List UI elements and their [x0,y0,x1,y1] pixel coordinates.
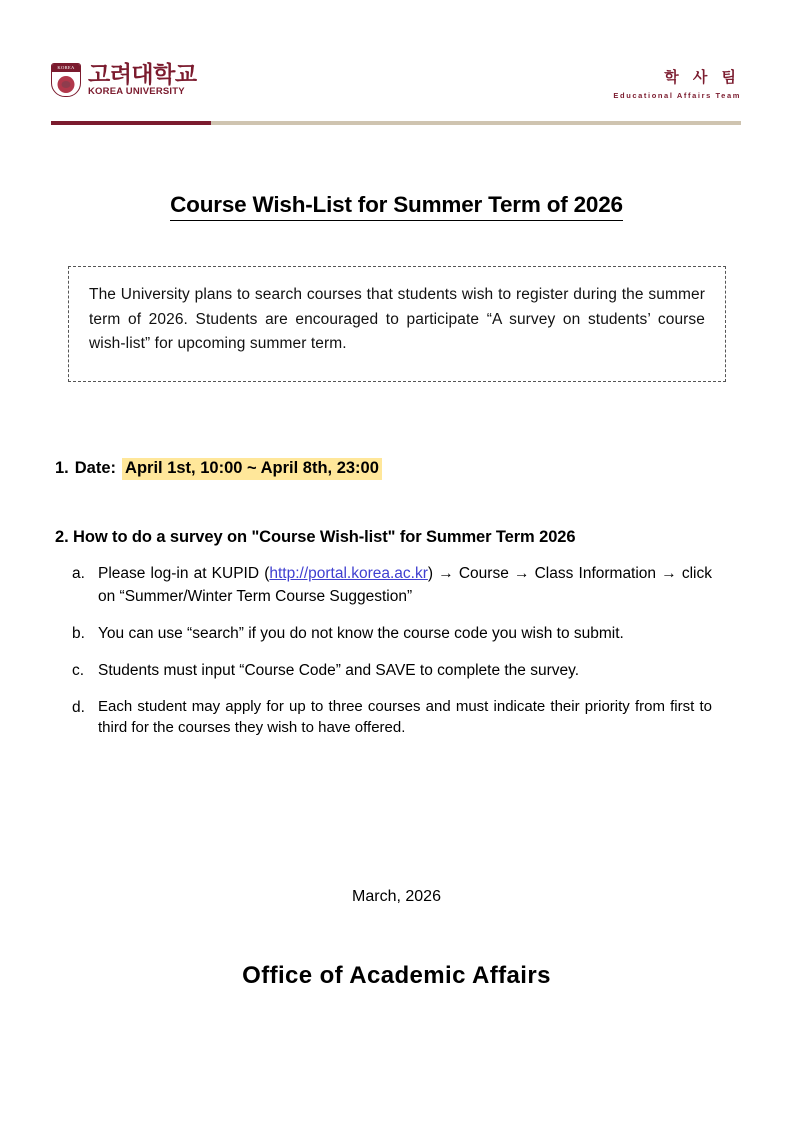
section-date-label: Date: [74,459,117,477]
header-divider-right [211,121,741,125]
letterhead [51,62,741,128]
crest-banner-text: KOREA [52,64,80,72]
list-item-body: Students must input “Course Code” and SAVE to complete the survey. [98,662,580,679]
department-name-en: Educational Affairs Team [613,91,741,100]
university-name-block [88,62,197,98]
howto-steps-list [72,562,712,752]
header-divider-left [51,121,211,125]
section-date-number: 1. [55,459,69,477]
list-item [72,622,712,645]
section-howto-number: 2. [55,528,69,546]
list-item [72,659,712,682]
list-item-marker: d. [72,699,85,716]
document-date: March, 2026 [352,888,441,905]
step-a-text-after: ) → Course → Class Information → click on “Summer/Winter Term Course Suggestion” [98,565,712,605]
university-name-ko: 고려대학교 [88,61,197,87]
list-item-body: You can use “search” if you do not know the course code you wish to submit. [98,625,624,642]
header-divider [51,121,741,125]
list-item-marker: a. [72,565,85,582]
list-item-marker: b. [72,625,85,642]
university-logo [51,62,197,98]
section-date [55,458,382,480]
kupid-portal-link[interactable]: http://portal.korea.ac.kr [269,565,428,582]
crest-tiger-icon [58,76,75,93]
step-a-text-before: Please log-in at KUPID ( [98,565,270,582]
list-item-marker: c. [72,662,85,679]
list-item [72,562,712,608]
intro-box [68,266,726,382]
section-date-value: April 1st, 10:00 ~ April 8th, 23:00 [122,458,382,480]
list-item-body [98,562,712,608]
intro-paragraph: The University plans to search courses that students wish to register during the summer term of 2026. Students are encouraged to participate “A survey on students’ course wish-list” for upcoming summer term. [89,286,705,352]
list-item-body: Each student may apply for up to three courses and must indicate their priority from first to third for the courses they wish to have offered. [98,698,712,736]
list-item [72,696,712,738]
korea-university-crest-icon [51,63,81,97]
section-howto [55,528,575,547]
department-block [613,68,741,102]
section-howto-heading: How to do a survey on "Course Wish-list" for Summer Term 2026 [73,528,576,546]
page-title-text: Course Wish-List for Summer Term of 2026 [170,192,623,221]
university-name-en: KOREA UNIVERSITY [88,86,185,97]
issuing-office: Office of Academic Affairs [242,962,551,989]
department-name-ko: 학 사 팀 [664,69,741,86]
page-title [0,192,793,218]
